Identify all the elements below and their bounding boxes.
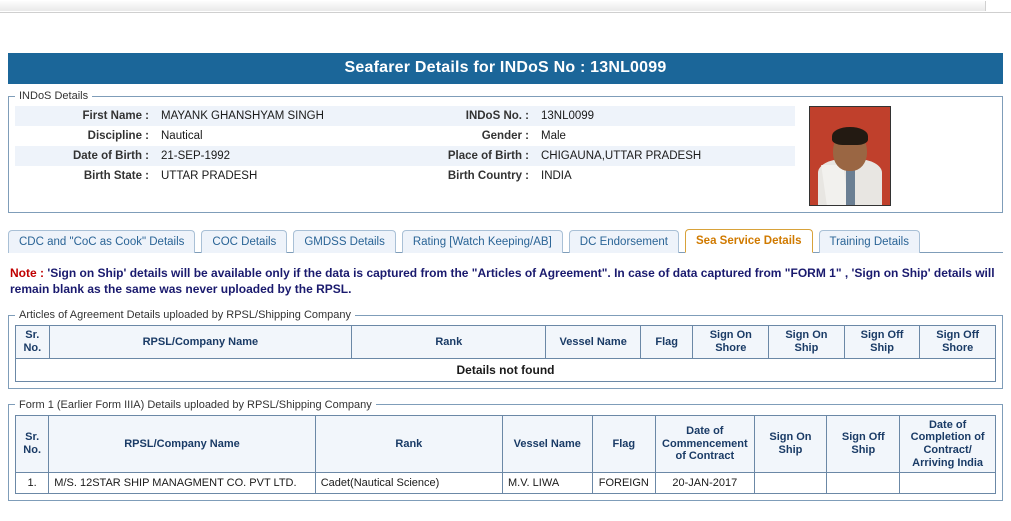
- col-rank: Rank: [352, 326, 546, 358]
- tab-coc-details[interactable]: COC Details: [201, 230, 287, 253]
- col-rank: Rank: [315, 415, 502, 473]
- indos-details-legend: INDoS Details: [19, 90, 89, 102]
- table-row: [15, 126, 795, 146]
- table-row: [15, 166, 795, 186]
- cell-company-name: M/S. 12STAR SHIP MANAGMENT CO. PVT LTD.: [49, 473, 315, 494]
- horizontal-scrollbar[interactable]: [0, 1, 1011, 13]
- field-value: 21-SEP-1992: [161, 150, 231, 162]
- col-sign-off-ship: Sign Off Ship: [844, 326, 920, 358]
- col-date-of-completion: Date of Completion of Contract/ Arriving India: [900, 415, 996, 473]
- tab-dc-endorsement[interactable]: DC Endorsement: [569, 230, 679, 253]
- col-flag: Flag: [592, 415, 656, 473]
- cell-flag: FOREIGN: [592, 473, 656, 494]
- field-value: 13NL0099: [541, 110, 595, 122]
- field-label: Birth Country :: [447, 170, 529, 182]
- avatar: [809, 106, 891, 206]
- cell-vessel-name: M.V. LIWA: [503, 473, 592, 494]
- indos-details-panel: [8, 90, 1003, 213]
- tab-sea-service-details[interactable]: Sea Service Details: [685, 229, 813, 253]
- field-value: UTTAR PRADESH: [161, 170, 258, 182]
- col-company-name: RPSL/Company Name: [49, 415, 315, 473]
- field-label: Birth State :: [83, 170, 149, 182]
- articles-table: [15, 325, 996, 381]
- col-sign-on-ship: Sign On Ship: [754, 415, 827, 473]
- col-sign-on-shore: Sign On Shore: [693, 326, 769, 358]
- tab-gmdss-details[interactable]: GMDSS Details: [293, 230, 396, 253]
- tab-rating-watch-keeping[interactable]: Rating [Watch Keeping/AB]: [402, 230, 563, 253]
- form1-panel: [8, 399, 1003, 502]
- col-vessel-name: Vessel Name: [503, 415, 592, 473]
- articles-of-agreement-panel: [8, 309, 1003, 388]
- col-company-name: RPSL/Company Name: [49, 326, 352, 358]
- field-label: First Name :: [82, 110, 149, 122]
- col-vessel-name: Vessel Name: [546, 326, 641, 358]
- col-date-of-commencement: Date of Commencement of Contract: [656, 415, 754, 473]
- field-value: INDIA: [541, 170, 572, 182]
- articles-legend: Articles of Agreement Details uploaded by RPSL/Shipping Company: [19, 309, 352, 322]
- field-label: Place of Birth :: [447, 150, 529, 162]
- cell-date-of-commencement: 20-JAN-2017: [656, 473, 754, 494]
- table-row: [16, 358, 996, 381]
- tab-cdc-coc-as-cook[interactable]: CDC and "CoC as Cook" Details: [8, 230, 195, 253]
- indos-details-table: [15, 106, 795, 186]
- col-sign-on-ship: Sign On Ship: [769, 326, 845, 358]
- table-row: [15, 146, 795, 166]
- field-label: Date of Birth :: [72, 150, 149, 162]
- col-sign-off-ship: Sign Off Ship: [827, 415, 900, 473]
- field-value: CHIGAUNA,UTTAR PRADESH: [541, 150, 702, 162]
- page-root: [0, 1, 1011, 521]
- col-sr-no: Sr. No.: [16, 326, 50, 358]
- form1-table: [15, 415, 996, 495]
- field-value: MAYANK GHANSHYAM SINGH: [161, 110, 324, 122]
- note-body: 'Sign on Ship' details will be available only if the data is captured from the "Articles of Agreement". In case of data captured from "FORM 1" , 'Sign on Ship' details will remain blank as the same was never uploaded by the RPSL.: [10, 266, 995, 297]
- photo-hair: [832, 127, 868, 145]
- note-text: [10, 265, 1001, 297]
- field-label: INDoS No. :: [465, 110, 529, 122]
- table-header-row: [16, 326, 996, 358]
- note-prefix: Note :: [10, 266, 44, 280]
- page-title: Seafarer Details for INDoS No : 13NL0099: [8, 53, 1003, 84]
- cell-date-of-completion: [900, 473, 996, 494]
- col-sr-no: Sr. No.: [16, 415, 49, 473]
- col-sign-off-shore: Sign Off Shore: [920, 326, 996, 358]
- table-row: [15, 106, 795, 126]
- form1-legend: Form 1 (Earlier Form IIIA) Details uploaded by RPSL/Shipping Company: [19, 398, 372, 411]
- table-header-row: [16, 415, 996, 473]
- cell-sr-no: 1.: [16, 473, 49, 494]
- cell-sign-off-ship: [827, 473, 900, 494]
- field-value: Nautical: [161, 130, 203, 142]
- tab-bar: [8, 227, 1003, 253]
- field-label: Discipline :: [87, 130, 149, 142]
- cell-rank: Cadet(Nautical Science): [315, 473, 502, 494]
- field-value: Male: [541, 130, 566, 142]
- field-label: Gender :: [481, 130, 529, 142]
- empty-message: Details not found: [16, 358, 996, 381]
- col-flag: Flag: [640, 326, 693, 358]
- cell-sign-on-ship: [754, 473, 827, 494]
- scrollbar-thumb[interactable]: [0, 1, 986, 11]
- tab-training-details[interactable]: Training Details: [819, 230, 920, 253]
- photo-tie: [846, 167, 855, 205]
- table-row: [16, 473, 996, 494]
